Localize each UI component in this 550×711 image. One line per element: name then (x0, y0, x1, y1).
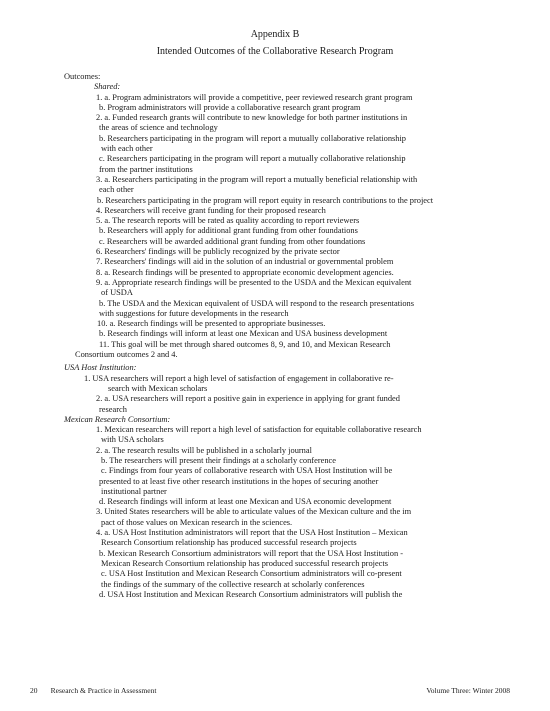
outcome-line: with USA scholars (101, 435, 164, 445)
outcome-line: b. Research findings will inform at least one Mexican and USA business development (99, 329, 388, 339)
outcomes-list (64, 72, 494, 600)
outcome-line: c. Researchers participating in the program will report a mutually collaborative relationship (99, 154, 406, 164)
outcome-line: with suggestions for future developments in the research (99, 308, 289, 318)
page-number: 20 (30, 686, 38, 695)
outcome-line: Outcomes: (64, 72, 101, 81)
outcome-line: Mexican Research Consortium relationship has produced successful research projects (101, 558, 388, 568)
outcome-line: 2. a. The research results will be published in a scholarly journal (96, 445, 312, 455)
outcome-line: Consortium outcomes 2 and 4. (75, 350, 178, 360)
outcome-line: d. USA Host Institution and Mexican Research Consortium administrators will publish the (99, 589, 403, 599)
footer-left (30, 686, 156, 695)
outcome-line: presented to at least five other research institutions in the hopes of securing another (99, 476, 379, 486)
outcome-line: 7. Researchers' findings will aid in the solution of an industrial or governmental problem (96, 257, 394, 267)
outcome-line: search with Mexican scholars (108, 383, 208, 393)
outcome-line: 3. United States researchers will be able to articulate values of the Mexican culture and the im (96, 507, 412, 517)
volume-info: Volume Three: Winter 2008 (426, 686, 510, 695)
outcome-line: b. Mexican Research Consortium administrators will report that the USA Host Institution - (99, 548, 404, 558)
outcome-line: research (99, 404, 127, 414)
appendix-label: Appendix B (250, 29, 300, 40)
outcome-line: c. Researchers will be awarded additional grant funding from other foundations (99, 236, 366, 246)
outcome-line: c. Findings from four years of collaborative research with USA Host Institution will be (101, 466, 393, 476)
outcome-line: 1. Mexican researchers will report a high level of satisfaction for equitable collaborative research (96, 425, 422, 435)
outcome-line: institutional partner (101, 486, 167, 496)
outcome-line: 10. a. Research findings will be presented to appropriate businesses. (97, 319, 326, 329)
outcome-line: b. Researchers participating in the program will report equity in research contributions to the project (97, 195, 434, 205)
outcome-line: the findings of the summary of the collective research at scholarly conferences (101, 579, 365, 589)
outcome-line: 8. a. Research findings will be presented to appropriate economic development agencies. (96, 267, 394, 277)
outcome-line: b. Researchers participating in the program will report a mutually collaborative relationship (99, 133, 406, 143)
outcome-line: 2. a. USA researchers will report a positive gain in experience in applying for grant funded (96, 394, 400, 404)
outcome-line: 1. a. Program administrators will provide a competitive, peer reviewed research grant program (96, 92, 413, 102)
outcome-line: 11. This goal will be met through shared outcomes 8, 9, and 10, and Mexican Research (99, 339, 391, 349)
outcome-line: 2. a. Funded research grants will contribute to new knowledge for both partner institutions in (96, 113, 408, 123)
section-heading: Shared: (94, 82, 121, 92)
outcome-line: 3. a. Researchers participating in the program will report a mutually beneficial relationship with (96, 174, 418, 184)
section-heading: Mexican Research Consortium: (64, 414, 171, 424)
outcome-line: of USDA (101, 288, 133, 298)
outcome-line: d. Research findings will inform at least one Mexican and USA economic development (99, 497, 392, 507)
outcome-line: c. USA Host Institution and Mexican Research Consortium administrators will co-present (101, 569, 402, 579)
outcome-line: 4. Researchers will receive grant funding for their proposed research (96, 205, 326, 215)
outcome-line: 5. a. The research reports will be rated as quality according to report reviewers (96, 216, 360, 226)
outcome-line: pact of those values on Mexican research in the sciences. (101, 517, 293, 527)
section-heading: USA Host Institution: (64, 363, 137, 373)
outcome-line: b. The researchers will present their findings at a scholarly conference (101, 455, 336, 465)
outcome-line: b. Researchers will apply for additional grant funding from other foundations (99, 226, 358, 236)
outcome-line: 4. a. USA Host Institution administrators will report that the USA Host Institution – Mexican (96, 528, 408, 538)
journal-name: Research & Practice in Assessment (50, 686, 157, 695)
appendix-title: Intended Outcomes of the Collaborative Research Program (156, 46, 394, 57)
outcome-line: 1. USA researchers will report a high level of satisfaction of engagement in collaborative re- (84, 373, 394, 383)
outcome-line: with each other (101, 144, 153, 154)
outcome-line: 6. Researchers' findings will be publicly recognized by the private sector (96, 247, 340, 257)
outcome-line: 9. a. Appropriate research findings will be presented to the USDA and the Mexican equivalent (96, 277, 412, 287)
outcome-line: each other (99, 185, 134, 195)
outcome-line: the areas of science and technology (99, 123, 218, 133)
outcome-line: b. The USDA and the Mexican equivalent of USDA will respond to the research presentations (99, 298, 414, 308)
outcome-line: Research Consortium relationship has produced successful research projects (101, 538, 357, 548)
outcome-line: from the partner institutions (99, 164, 193, 174)
outcome-line: b. Program administrators will provide a collaborative research grant program (99, 102, 361, 112)
